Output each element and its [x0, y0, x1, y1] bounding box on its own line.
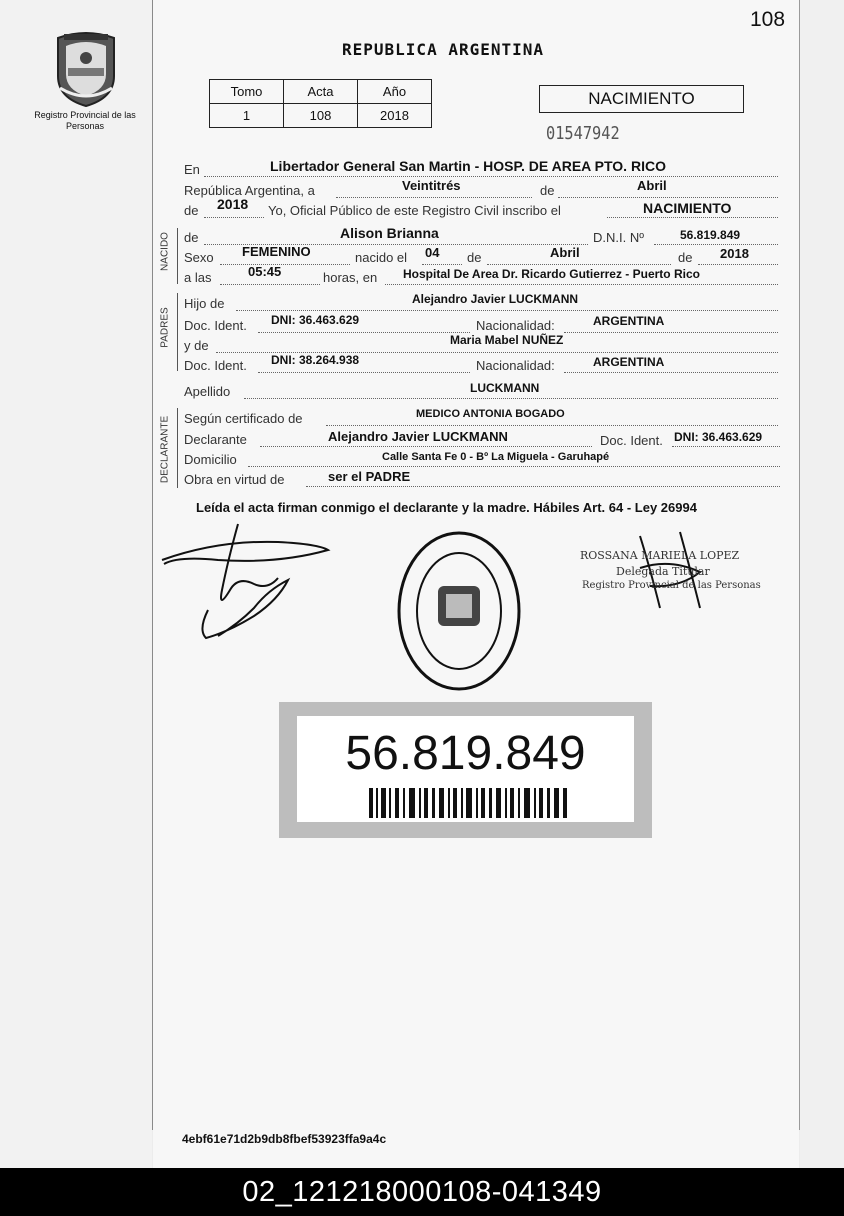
right-margin-line [799, 0, 800, 1130]
father-doc-label: Doc. Ident. [184, 318, 247, 333]
cert-value: MEDICO ANTONIA BOGADO [416, 408, 565, 420]
sexo-label: Sexo [184, 250, 214, 265]
dni-value: 56.819.849 [680, 228, 741, 242]
bracket-nacido [177, 228, 184, 284]
birth-de2: de [678, 250, 693, 265]
decl-doc-value: DNI: 36.463.629 [674, 430, 763, 444]
mother-name: Maria Mabel NUÑEZ [450, 333, 564, 347]
father-nat-label: Nacionalidad: [476, 318, 555, 333]
mother-nat-label: Nacionalidad: [476, 358, 555, 373]
acta-table [209, 79, 432, 128]
sexo-line [220, 264, 350, 265]
declarante-line [260, 446, 592, 447]
domicilio-label: Domicilio [184, 452, 237, 467]
birth-day: 04 [425, 245, 440, 260]
father-doc-line [258, 332, 470, 333]
declarant-signature-icon [158, 520, 338, 650]
day-value: Veintitrés [402, 178, 461, 193]
cert-line [326, 425, 778, 426]
obra-value: ser el PADRE [328, 469, 411, 484]
bracket-declarante [177, 408, 184, 488]
year-value: 2018 [217, 196, 249, 212]
dni-sticker [279, 702, 652, 838]
father-name: Alejandro Javier LUCKMANN [412, 292, 579, 306]
name-value: Alison Brianna [340, 225, 439, 241]
registry-label: Registro Provincial de las Personas [34, 110, 136, 131]
hijo-label: Hijo de [184, 296, 225, 311]
father-nat-line [564, 332, 778, 333]
inscribe-line [607, 217, 778, 218]
dni-line [654, 244, 778, 245]
mother-doc: DNI: 38.264.938 [271, 353, 360, 367]
official-stamp-icon [394, 528, 524, 694]
value-anio: 2018 [358, 104, 432, 128]
name-prefix: de [184, 230, 199, 245]
header-acta: Acta [284, 80, 358, 104]
serial-number: 01547942 [546, 123, 620, 144]
page-number: 108 [750, 8, 786, 31]
month-value: Abril [637, 178, 667, 193]
birth-day-line [422, 264, 462, 265]
de-label: de [540, 183, 555, 198]
value-acta: 108 [284, 104, 358, 128]
month-line [558, 197, 778, 198]
side-label-nacido: NACIDO [159, 232, 171, 271]
declarante-label: Declarante [184, 432, 247, 447]
birth-month: Abril [550, 245, 580, 260]
birth-year-line [698, 264, 778, 265]
declarante-value: Alejandro Javier LUCKMANN [328, 429, 508, 444]
birth-de1: de [467, 250, 482, 265]
year-prefix: de [184, 203, 199, 218]
inscribe-value: NACIMIENTO [643, 200, 732, 216]
right-margin [800, 0, 844, 1168]
republica-label: República Argentina, a [184, 183, 315, 198]
dni-sticker-number: 56.819.849 [345, 727, 586, 780]
side-label-declarante: DECLARANTE [159, 415, 171, 484]
document-hash: 4ebf61e71d2b9db8fbef53923ffa9a4c [182, 1132, 387, 1146]
record-type-box: NACIMIENTO [539, 85, 744, 113]
father-nat: ARGENTINA [593, 314, 665, 328]
en-label: En [184, 162, 200, 177]
dni-label: D.N.I. Nº [593, 230, 644, 245]
oficial-label: Yo, Oficial Público de este Registro Civil inscribo el [268, 203, 561, 218]
mother-nat: ARGENTINA [593, 355, 665, 369]
place-line [385, 284, 778, 285]
nacido-label: nacido el [355, 250, 408, 265]
en-line [204, 176, 778, 177]
decl-doc-label: Doc. Ident. [600, 433, 663, 448]
domicilio-value: Calle Santa Fe 0 - Bº La Miguela - Garuhapé [382, 451, 610, 463]
apellido-value: LUCKMANN [470, 381, 540, 395]
en-value: Libertador General San Martin - HOSP. DE AREA PTO. RICO [270, 158, 666, 174]
header-tomo: Tomo [210, 80, 284, 104]
place-value: Hospital De Area Dr. Ricardo Gutierrez - Puerto Rico [403, 267, 700, 281]
time-line [220, 284, 320, 285]
birth-year: 2018 [720, 246, 749, 261]
father-doc: DNI: 36.463.629 [271, 313, 360, 327]
closing-text: Leída el acta firman conmigo el declarante y la madre. Hábiles Art. 64 - Ley 26994 [196, 500, 697, 515]
official-office: Registro Provincial de las Personas [582, 580, 761, 591]
page-title: REPUBLICA ARGENTINA [342, 40, 545, 59]
cert-label: Según certificado de [184, 411, 303, 426]
scan-id-bar: 02_121218000108-041349 [0, 1168, 844, 1216]
year-line [204, 217, 264, 218]
alas-label: a las [184, 270, 212, 285]
dni-sticker-label [297, 716, 634, 822]
barcode-icon [369, 788, 569, 818]
mother-doc-label: Doc. Ident. [184, 358, 247, 373]
yde-label: y de [184, 338, 209, 353]
obra-label: Obra en virtud de [184, 472, 285, 487]
registry-emblem-icon [50, 28, 122, 108]
mother-doc-line [258, 372, 470, 373]
domicilio-line [248, 466, 780, 467]
birth-month-line [487, 264, 671, 265]
apellido-line [244, 398, 778, 399]
day-line [336, 197, 532, 198]
header-anio: Año [358, 80, 432, 104]
margin-line [152, 0, 153, 1130]
apellido-label: Apellido [184, 384, 231, 399]
decl-doc-line [672, 446, 780, 447]
official-role: Delegada Titular [616, 565, 710, 578]
value-tomo: 1 [210, 104, 284, 128]
mother-nat-line [564, 372, 778, 373]
sexo-value: FEMENINO [242, 244, 311, 259]
time-value: 05:45 [248, 264, 282, 279]
official-name: ROSSANA MARIELA LOPEZ [580, 549, 740, 562]
left-margin [0, 0, 152, 1168]
side-label-padres: PADRES [159, 307, 171, 348]
horas-label: horas, en [323, 270, 378, 285]
father-line [236, 310, 778, 311]
bracket-padres [177, 293, 184, 371]
obra-line [306, 486, 780, 487]
